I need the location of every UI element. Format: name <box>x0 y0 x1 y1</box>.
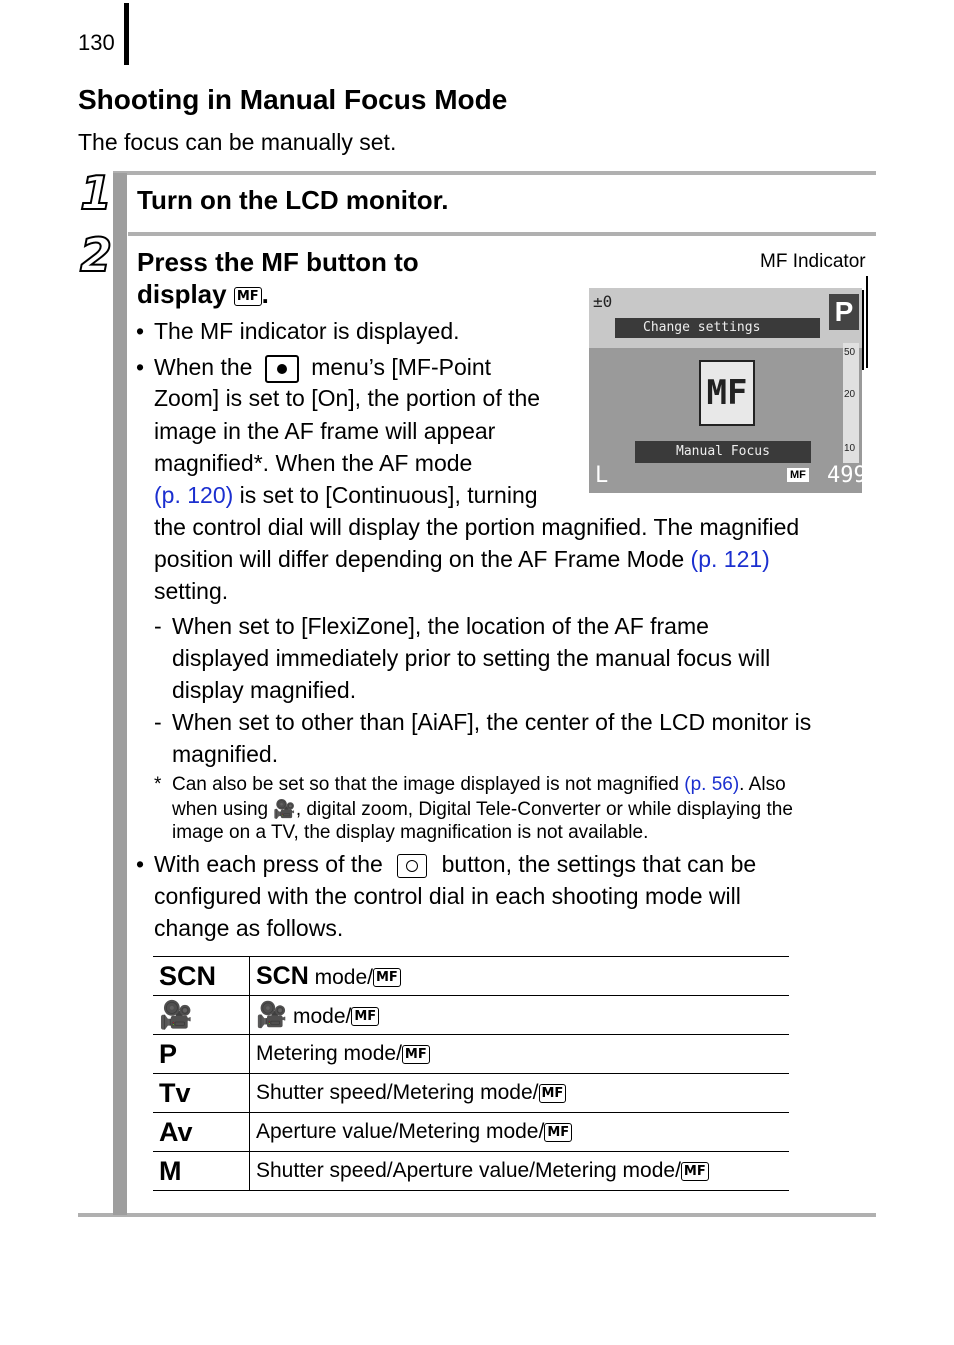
step-2-number: 2 <box>80 228 113 282</box>
mf-icon: MF <box>351 1007 379 1026</box>
bullet-2-line7-text: position will differ depending on the AF Frame Mode <box>154 546 691 572</box>
mode-symbol: M <box>153 1152 250 1191</box>
mode-symbol: P <box>153 1035 250 1074</box>
bullet-2-line1 <box>154 351 491 383</box>
mode-symbol: Tv <box>153 1074 250 1113</box>
mf-icon: MF <box>544 1123 572 1142</box>
scale-top: 50 <box>844 347 856 358</box>
bullet-3-a: With each press of the <box>154 851 383 877</box>
mode-row <box>153 1035 789 1074</box>
focus-frame-icon <box>265 355 299 383</box>
dash-2-line1: When set to other than [AiAF], the center of the LCD monitor is <box>172 709 812 735</box>
link-p56[interactable]: (p. 56) <box>684 774 740 795</box>
mode-setting-text: mode/ <box>287 1004 352 1028</box>
note-line3: image on a TV, the display magnification is not available. <box>172 822 649 843</box>
step-2-title <box>137 246 419 278</box>
mode-prefix: SCN <box>256 961 309 990</box>
mode-symbol: SCN <box>153 957 250 996</box>
mode-setting-text: Shutter speed/Aperture value/Metering mode/ <box>256 1159 681 1182</box>
step-2-title-c: button to <box>298 247 419 277</box>
bullet-2-line5 <box>154 479 538 511</box>
lcd-focus-scale <box>843 343 859 463</box>
link-p121[interactable]: (p. 121) <box>690 546 770 572</box>
page-bar <box>124 3 129 65</box>
mf-icon: MF <box>234 287 262 306</box>
mf-indicator-callout: MF Indicator <box>760 251 866 272</box>
mode-setting-text: mode/ <box>308 965 373 989</box>
note-asterisk: * <box>154 774 162 795</box>
mode-setting <box>250 1113 790 1152</box>
mode-setting <box>250 1152 790 1191</box>
bullet-3-line1 <box>154 848 756 880</box>
bullet-3-line2: configured with the control dial in each shooting mode will <box>154 883 741 909</box>
dash-1-line1: When set to [FlexiZone], the location of the AF frame <box>172 613 709 639</box>
mf-button-label: MF <box>261 247 299 277</box>
bullet-3-b: button, the settings that can be <box>441 851 757 877</box>
scale-mid: 20 <box>844 389 856 400</box>
note-line2 <box>172 797 793 822</box>
set-button-icon <box>397 854 427 878</box>
lcd-mode: P <box>829 294 859 330</box>
lcd-shot-count: 499 <box>827 463 867 488</box>
mf-icon: MF <box>373 968 401 987</box>
note-line1 <box>172 773 786 797</box>
dash-marker: - <box>154 709 162 735</box>
bullet-2-a: When the <box>154 354 253 380</box>
dash-1-line2: displayed immediately prior to setting the manual focus will <box>172 645 771 671</box>
step-gutter <box>113 173 127 1215</box>
intro-text: The focus can be manually set. <box>78 129 397 155</box>
bullet-2-line4: magnified*. When the AF mode <box>154 450 473 476</box>
mode-row <box>153 996 789 1035</box>
link-p120[interactable]: (p. 120) <box>154 482 234 508</box>
step-divider <box>128 232 876 236</box>
bullet-dot: • <box>136 354 145 380</box>
step-2-title-display: display <box>137 279 227 309</box>
lcd-mf-big-icon: MF <box>699 360 755 426</box>
mode-table <box>153 956 789 1191</box>
lcd-menu-bar: Change settings <box>615 318 820 338</box>
lcd-image-size: L <box>595 463 609 488</box>
mode-row <box>153 1152 789 1191</box>
note-line1-end: . Also <box>739 774 786 795</box>
mode-setting-text: Shutter speed/Metering mode/ <box>256 1081 539 1104</box>
mode-row <box>153 1113 789 1152</box>
bullet-dot: • <box>136 318 145 344</box>
note-line1-text: Can also be set so that the image displayed is not magnified <box>172 774 685 795</box>
bullet-2-line3: image in the AF frame will appear <box>154 418 496 444</box>
mode-setting <box>250 957 790 996</box>
lcd-manual-focus-label: Manual Focus <box>635 441 811 463</box>
movie-icon: 🎥 <box>273 799 296 819</box>
bullet-2-line8: setting. <box>154 578 229 604</box>
step-1-number: 1 <box>80 166 113 220</box>
mode-setting-text: Aperture value/Metering mode/ <box>256 1120 545 1143</box>
mode-setting <box>250 1074 790 1113</box>
top-rule <box>113 171 876 175</box>
bottom-rule <box>78 1213 876 1217</box>
dash-marker: - <box>154 613 162 639</box>
mode-setting-text: Metering mode/ <box>256 1042 402 1065</box>
lcd-exposure: ±0 <box>593 292 613 311</box>
bullet-2-line5-rest: is set to [Continuous], turning <box>233 482 538 508</box>
mode-row <box>153 1074 789 1113</box>
mf-icon: MF <box>402 1045 430 1064</box>
page-number: 130 <box>78 30 115 55</box>
mode-setting <box>250 1035 790 1074</box>
step-1-title: Turn on the LCD monitor. <box>137 185 449 215</box>
section-title: Shooting in Manual Focus Mode <box>78 84 508 115</box>
lcd-mf-indicator: MF <box>787 468 809 482</box>
step-2-title-line2: display MF . <box>137 279 269 309</box>
bullet-3-line3: change as follows. <box>154 915 344 941</box>
bullet-2-b: menu’s [MF-Point <box>311 354 492 380</box>
mode-symbol: Av <box>153 1113 250 1152</box>
bullet-2-line2: Zoom] is set to [On], the portion of the <box>154 385 541 411</box>
mode-symbol: 🎥 <box>153 996 250 1035</box>
scale-bot: 10 <box>844 443 856 454</box>
callout-line <box>866 276 868 368</box>
bullet-1-text: The MF indicator is displayed. <box>154 318 460 344</box>
lcd-screen <box>589 288 867 493</box>
mf-icon: MF <box>681 1162 709 1181</box>
mode-prefix: 🎥 <box>256 1000 288 1029</box>
dash-1-line3: display magnified. <box>172 677 357 703</box>
mf-icon: MF <box>539 1084 567 1103</box>
mode-setting <box>250 996 790 1035</box>
note-line2-a: when using <box>172 799 269 820</box>
bullet-2-line7 <box>154 543 770 575</box>
dash-2-line2: magnified. <box>172 741 279 767</box>
note-line2-b: , digital zoom, Digital Tele-Converter or while displaying the <box>295 799 793 820</box>
mode-row <box>153 957 789 996</box>
bullet-2-line6: the control dial will display the portion magnified. The magnified <box>154 514 800 540</box>
bullet-dot: • <box>136 851 145 877</box>
step-2-title-a: Press the <box>137 247 262 277</box>
